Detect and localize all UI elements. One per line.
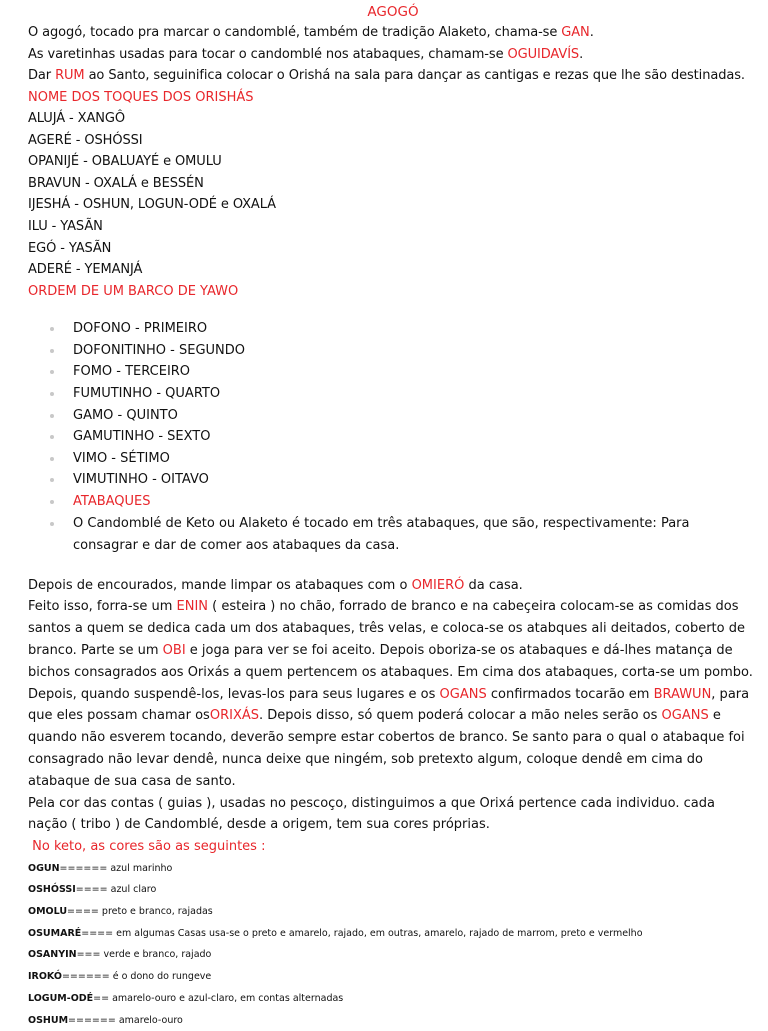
text-run: As varetinhas usadas para tocar o candomblé nos atabaques, chamam-se	[28, 46, 508, 62]
page-title: AGOGÓ	[367, 4, 419, 20]
orixa-name: OGUN	[28, 862, 60, 874]
separator: ====	[75, 884, 108, 896]
list-item: GAMO - QUINTO	[28, 405, 758, 427]
text-run: e quando não esverem tocando, deverão sempre estar cobertos de branco. Se santo para o qual o atabaque foi consagrado não levar dendê, nunca deixe que ningém, sob pretexto algum, coloque dendê em cima do atabaque de sua casa de santo.	[28, 708, 745, 789]
cor-desc: preto e branco, rajadas	[101, 906, 213, 918]
cor-item	[28, 879, 758, 901]
cor-desc: azul claro	[110, 884, 157, 896]
cor-desc: é o dono do rungeve	[112, 971, 212, 983]
separator: ======	[59, 862, 108, 874]
text-run: ao Santo, seguinifica colocar o Orishá na sala para dançar as cantigas e rezas que lhe são destinadas.	[84, 68, 745, 83]
text-run: ( esteira ) no chão, forrado de branco e na cabeçeira colocam-se as comidas dos santos a quem se dedica cada um dos atabaques, três velas, e coloca-se os atabques ali deitados, coberto de branco. Parte se um	[28, 599, 745, 658]
list-item: DOFONO - PRIMEIRO	[28, 318, 758, 340]
cor-desc: verde e branco, rajado	[103, 949, 212, 961]
separator: ======	[61, 971, 110, 983]
list-item: VIMO - SÉTIMO	[28, 448, 758, 470]
toque-item: AGERÉ - OSHÓSSI	[28, 132, 143, 148]
orixa-name: LOGUM-ODÉ	[28, 992, 94, 1004]
cor-item	[28, 944, 758, 966]
toque-item: IJESHÁ - OSHUN, LOGUN-ODÉ e OXALÁ	[28, 197, 276, 213]
atabaques-heading: ATABAQUES	[28, 491, 758, 513]
cor-desc: amarelo-ouro e azul-claro, em contas alternadas	[112, 992, 344, 1004]
cor-item	[28, 858, 758, 880]
text-run: confirmados tocarão em	[486, 686, 654, 702]
list-item: VIMUTINHO - OITAVO	[28, 469, 758, 491]
toque-item: ADERÉ - YEMANJÁ	[28, 262, 143, 278]
text-run: .	[579, 46, 584, 62]
cor-item	[28, 988, 758, 1010]
orixa-name: OSHÓSSI	[28, 884, 76, 896]
separator: ==	[93, 992, 110, 1004]
toque-item: EGÓ - YASÃN	[28, 240, 112, 256]
highlight-term: ORIXÁS	[209, 708, 259, 724]
text-run: . Depois disso, só quem poderá colocar a mão neles serão os	[259, 708, 662, 724]
cores-list	[28, 858, 758, 1031]
list-item: GAMUTINHO - SEXTO	[28, 426, 758, 448]
cor-desc: amarelo-ouro	[118, 1014, 183, 1026]
orixa-name: OSANYIN	[28, 949, 77, 961]
highlight-term: OGANS	[661, 708, 709, 724]
atabaques-text: O Candomblé de Keto ou Alaketo é tocado em três atabaques, que são, respectivamente: Para consagrar e dar de comer aos atabaques da casa.	[28, 513, 758, 557]
highlight-term: BRAWUN	[653, 686, 712, 702]
list-item: FUMUTINHO - QUARTO	[28, 383, 758, 405]
intro-section	[28, 22, 758, 87]
text-run: Depois de encourados, mande limpar os atabaques com o	[28, 577, 412, 593]
highlight-term: OMIERÓ	[411, 577, 465, 593]
toques-heading: NOME DOS TOQUES DOS ORISHÁS	[28, 89, 254, 105]
text-run: Feito isso, forra-se um	[28, 599, 177, 615]
toque-item: OPANIJÉ - OBALUAYÉ e OMULU	[28, 154, 222, 170]
orixa-name: IROKÓ	[28, 971, 62, 983]
list-item: DOFONITINHO - SEGUNDO	[28, 340, 758, 362]
text-run: da casa.	[464, 577, 523, 593]
paragraph	[28, 596, 758, 792]
highlight-term: OGUIDAVÍS	[507, 46, 580, 62]
highlight-term: ENIN	[176, 599, 209, 615]
orixa-name: OSUMARÉ	[28, 927, 82, 939]
text-run: O agogó, tocado pra marcar o candomblé, também de tradição Alaketo, chama-se	[28, 25, 562, 40]
toque-item: BRAVUN - OXALÁ e BESSÉN	[28, 175, 204, 191]
orixa-name: OMOLU	[28, 906, 68, 918]
intro-line	[28, 44, 758, 66]
cor-item	[28, 901, 758, 923]
toque-item: ALUJÁ - XANGÔ	[28, 111, 125, 126]
barco-heading: ORDEM DE UM BARCO DE YAWO	[28, 283, 239, 299]
cor-item	[28, 1010, 758, 1031]
highlight-term: GAN	[561, 25, 590, 40]
cor-item	[28, 966, 758, 988]
separator: ======	[68, 1014, 116, 1026]
body-section	[28, 575, 758, 837]
cor-item	[28, 923, 758, 945]
highlight-term: OGANS	[439, 686, 487, 702]
toque-item: ILU - YASÃN	[28, 218, 103, 234]
text-run: Dar	[28, 68, 56, 83]
intro-line	[28, 65, 758, 87]
document	[28, 0, 758, 1031]
highlight-term: RUM	[55, 68, 85, 83]
paragraph	[28, 575, 758, 597]
text-run: .	[589, 25, 594, 40]
list-item: FOMO - TERCEIRO	[28, 361, 758, 383]
toques-list	[28, 108, 758, 281]
text-run: e joga para ver se foi aceito. Depois oboriza-se os atabaques e dá-lhes matança de bichos consagrados aos Orixás a quem pertencem os atabaques. Em cima dos atabaques, corta-se um pombo. Depois, quando suspendê-los, levas-los para seus lugares e os	[28, 642, 753, 702]
highlight-term: OBI	[162, 642, 186, 658]
separator: ===	[76, 949, 101, 961]
cores-heading: No keto, as cores são as seguintes :	[28, 839, 266, 855]
separator: ====	[81, 927, 114, 939]
text-run: , para que eles possam chamar os	[28, 686, 750, 724]
orixa-name: OSHUM	[28, 1014, 69, 1026]
paragraph: Pela cor das contas ( guias ), usadas no pescoço, distinguimos a que Orixá pertence cada individuo. cada nação ( tribo ) de Candomblé, desde a origem, tem sua cores próprias.	[28, 795, 715, 833]
separator: ====	[67, 906, 99, 918]
barco-list	[28, 318, 758, 556]
cor-desc: azul marinho	[110, 862, 173, 874]
intro-line	[28, 22, 758, 44]
cor-desc: em algumas Casas usa-se o preto e amarelo, rajado, em outras, amarelo, rajado de marrom, preto e vermelho	[116, 927, 643, 939]
